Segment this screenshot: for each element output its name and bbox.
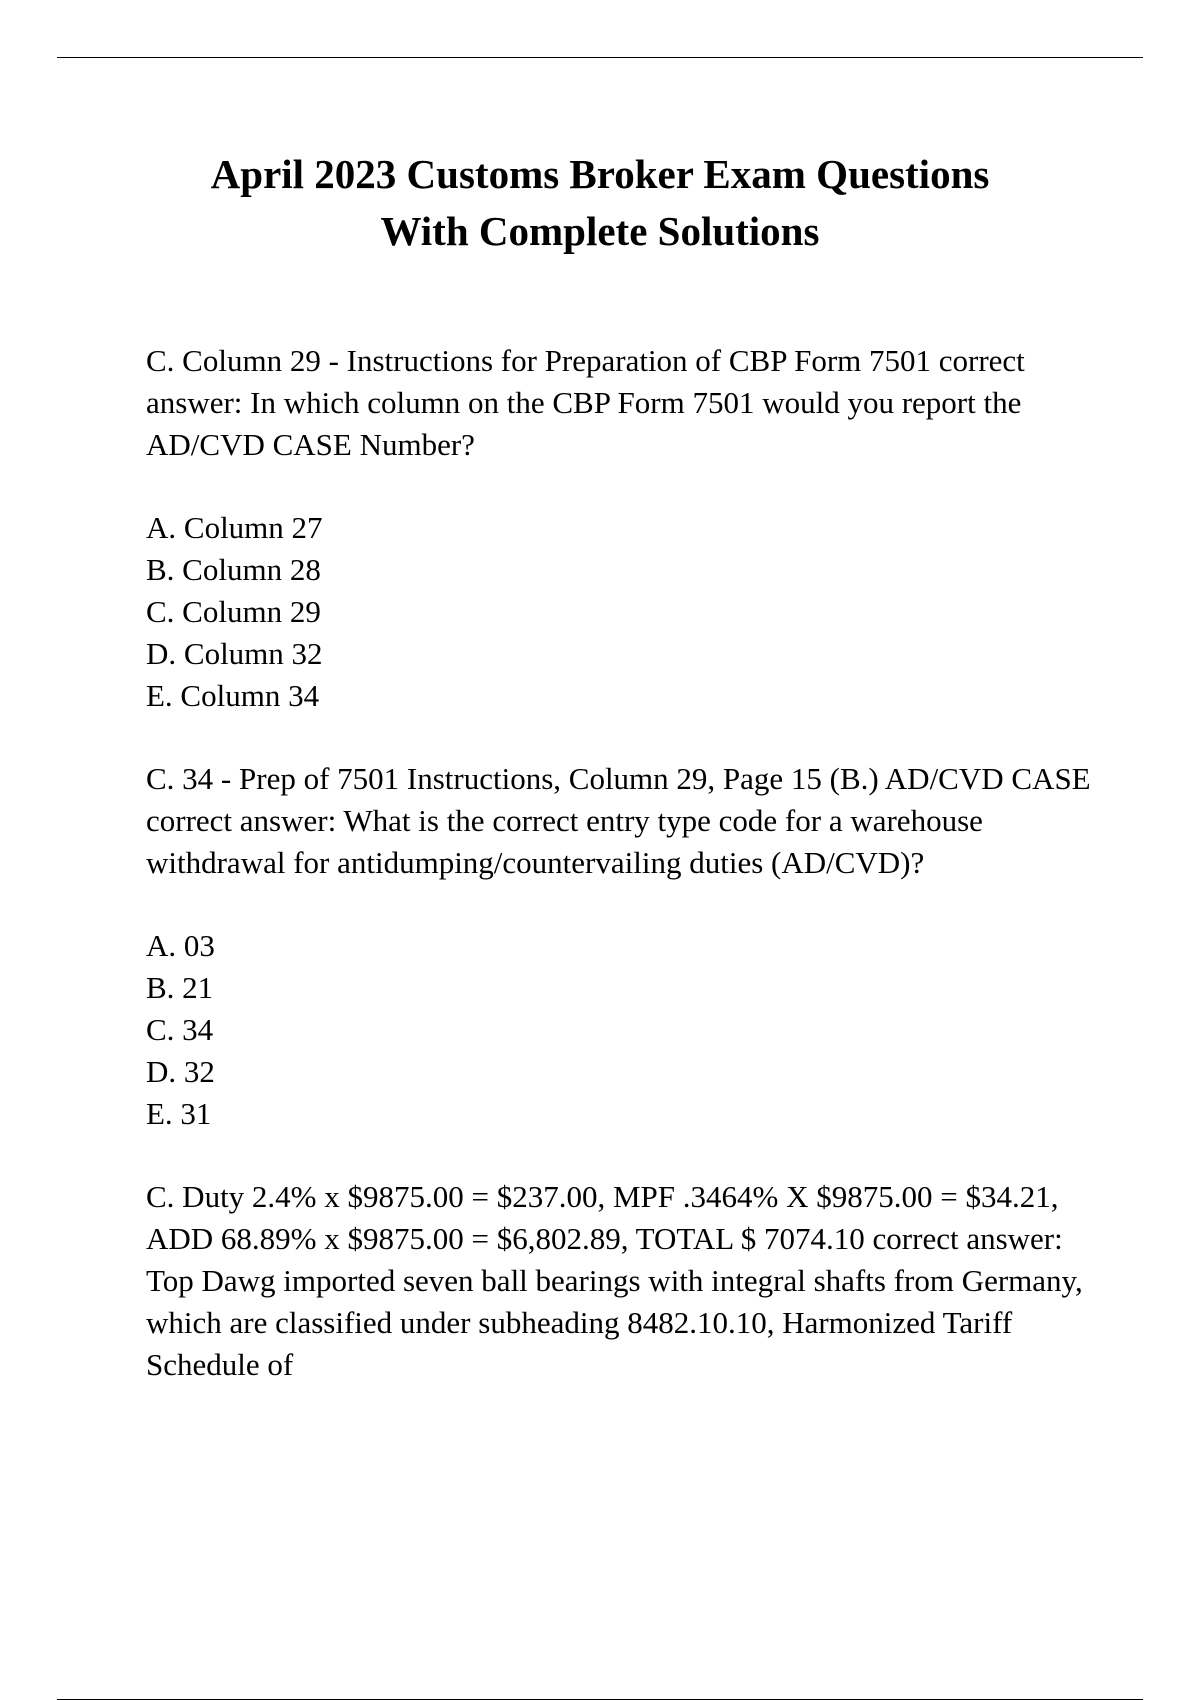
qa-2-option-a: A. 03: [146, 928, 215, 963]
title-line-2: With Complete Solutions: [380, 208, 820, 254]
qa-3-text: C. Duty 2.4% x $9875.00 = $237.00, MPF .3464% X $9875.00 = $34.21, ADD 68.89% x $9875.00 = $6,802.89, TOTAL $ 7074.10 correct answer: Top Dawg imported seven ball bearings with integral shafts from Germany, which are classified under subheading 8482.10.10, Harmonized Tariff Schedule of: [146, 1179, 1083, 1382]
document-body: [146, 340, 1096, 1427]
title-line-1: April 2023 Customs Broker Exam Questions: [210, 151, 990, 197]
qa-1-option-b: B. Column 28: [146, 552, 321, 587]
qa-2-option-e: E. 31: [146, 1096, 212, 1131]
qa-2-options: [146, 925, 1096, 1135]
qa-2-option-b: B. 21: [146, 970, 214, 1005]
qa-1-option-d: D. Column 32: [146, 636, 323, 671]
qa-2-option-c: C. 34: [146, 1012, 214, 1047]
qa-1-option-a: A. Column 27: [146, 510, 323, 545]
qa-2-text: C. 34 - Prep of 7501 Instructions, Column 29, Page 15 (B.) AD/CVD CASE correct answer: What is the correct entry type code for a warehouse withdrawal for antidumping/countervailing duties (AD/CVD)?: [146, 761, 1091, 880]
qa-1-text: C. Column 29 - Instructions for Preparation of CBP Form 7501 correct answer: In which column on the CBP Form 7501 would you report the AD/CVD CASE Number?: [146, 343, 1025, 462]
qa-1-option-e: E. Column 34: [146, 678, 320, 713]
page-title: [57, 146, 1143, 260]
header-rule: [57, 57, 1143, 58]
qa-1-options: [146, 507, 1096, 717]
qa-2-option-d: D. 32: [146, 1054, 215, 1089]
qa-1-option-c: C. Column 29: [146, 594, 321, 629]
